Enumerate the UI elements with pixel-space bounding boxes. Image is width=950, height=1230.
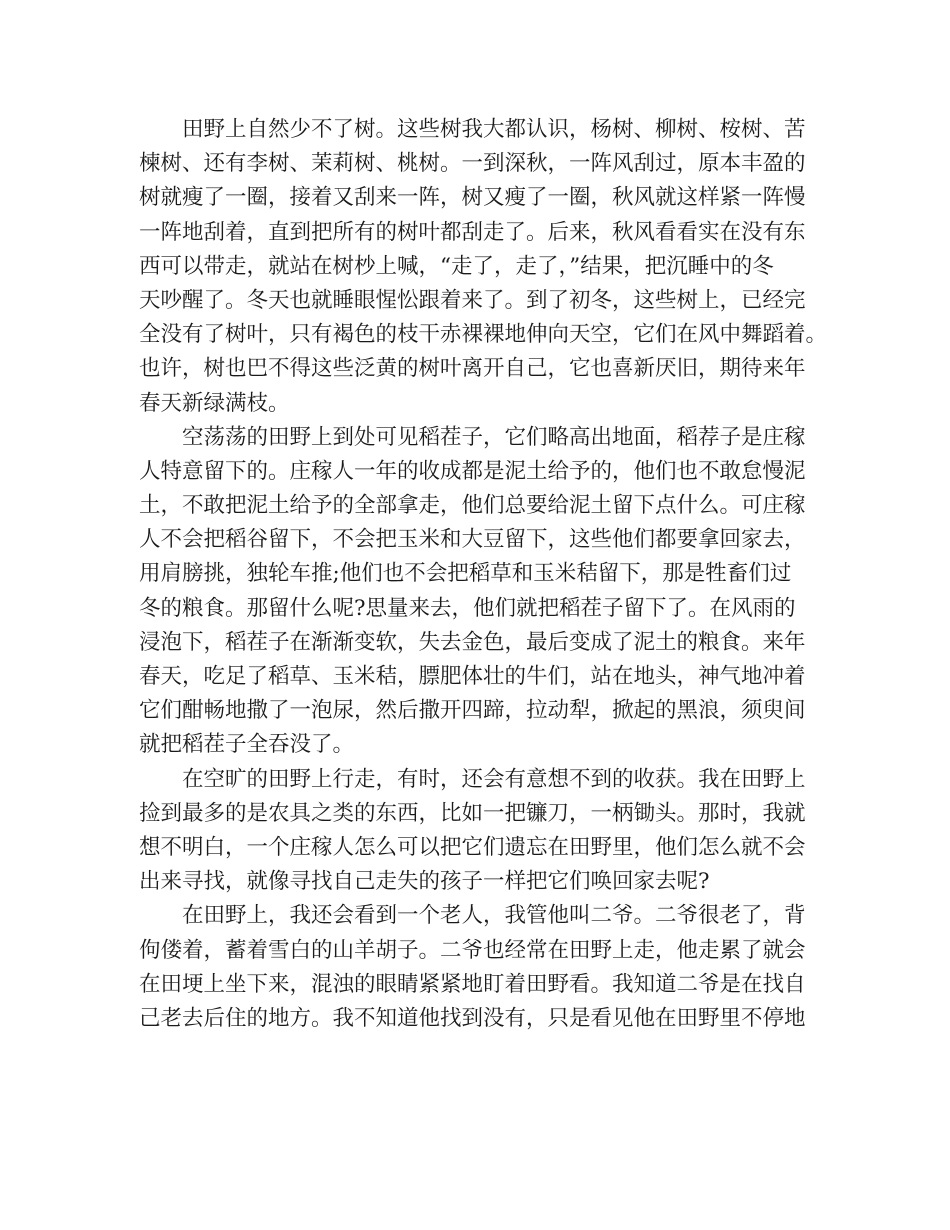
paragraph [139, 113, 829, 421]
paragraph [139, 763, 829, 900]
text-line: 捡到最多的是农具之类的东西，比如一把镰刀，一柄锄头。那时，我就 [139, 800, 806, 826]
text-line: 想不明白，一个庄稼人怎么可以把它们遗忘在田野里，他们怎么就不会 [139, 834, 806, 860]
text-line: 用肩膀挑，独轮车推;他们也不会把稻草和玉米秸留下，那是牲畜们过 [139, 561, 792, 587]
text-line: 田野上自然少不了树。这些树我大都认识，杨树、柳树、桉树、苦 [182, 117, 806, 142]
document-body [139, 113, 829, 1036]
paragraph [139, 899, 829, 1036]
text-line: 己老去后住的地方。我不知道他找到没有，只是看见他在田野里不停地 [139, 1005, 806, 1031]
text-line: 空荡荡的田野上到处可见稻茬子，它们略高出地面，稻荐子是庄稼 [182, 424, 806, 450]
text-line: 冬的粮食。那留什么呢?思量来去，他们就把稻茬子留下了。在风雨的 [139, 595, 796, 621]
text-line: 就把稻茬子全吞没了。 [139, 732, 355, 758]
text-line: 也许，树也巴不得这些泛黄的树叶离开自己，它也喜新厌旧，期待来年 [139, 356, 806, 382]
text-line: 人特意留下的。庄稼人一年的收成都是泥土给予的，他们也不敢怠慢泥 [139, 458, 806, 484]
text-line: 在田埂上坐下来，混浊的眼睛紧紧地盯着田野看。我知道二爷是在找自 [139, 971, 806, 997]
text-line: 它们酣畅地撒了一泡尿，然后撒开四蹄，拉动犁，掀起的黑浪，须臾间 [139, 698, 806, 724]
text-line: 西可以带走，就站在树杪上喊，“走了，走了，”结果，把沉睡中的冬 [139, 253, 774, 279]
text-line: 楝树、还有李树、茉莉树、桃树。一到深秋，一阵风刮过，原本丰盈的 [139, 151, 806, 177]
text-line: 春天，吃足了稻草、玉米秸，膘肥体壮的牛们，站在地头，神气地冲着 [139, 664, 806, 689]
text-line: 在田野上，我还会看到一个老人，我管他叫二爷。二爷很老了，背 [182, 903, 806, 929]
text-line: 春天新绿满枝。 [139, 390, 290, 416]
text-line: 树就瘦了一圈，接着又刮来一阵，树又瘦了一圈，秋风就这样紧一阵慢 [139, 185, 806, 211]
text-line: 佝偻着，蓄着雪白的山羊胡子。二爷也经常在田野上走，他走累了就会 [139, 937, 806, 963]
text-line: 天吵醒了。冬天也就睡眼惺忪跟着来了。到了初冬，这些树上，已经完 [139, 287, 806, 313]
text-line: 全没有了树叶，只有褐色的枝干赤裸裸地伸向天空，它们在风中舞蹈着。 [139, 322, 828, 348]
text-line: 一阵地刮着，直到把所有的树叶都刮走了。后来，秋风看看实在没有东 [139, 219, 806, 245]
text-line: 在空旷的田野上行走，有时，还会有意想不到的收获。我在田野上 [182, 766, 806, 792]
text-line: 土，不敢把泥土给予的全部拿走，他们总要给泥土留下点什么。可庄稼 [139, 493, 806, 519]
paragraph [139, 421, 829, 763]
text-line: 浸泡下，稻茬子在渐渐变软，失去金色，最后变成了泥土的粮食。来年 [139, 629, 806, 655]
text-line: 人不会把稻谷留下，不会把玉米和大豆留下，这些他们都要拿回家去， [139, 527, 806, 553]
text-line: 出来寻找，就像寻找自己走失的孩子一样把它们唤回家去呢? [139, 869, 710, 895]
